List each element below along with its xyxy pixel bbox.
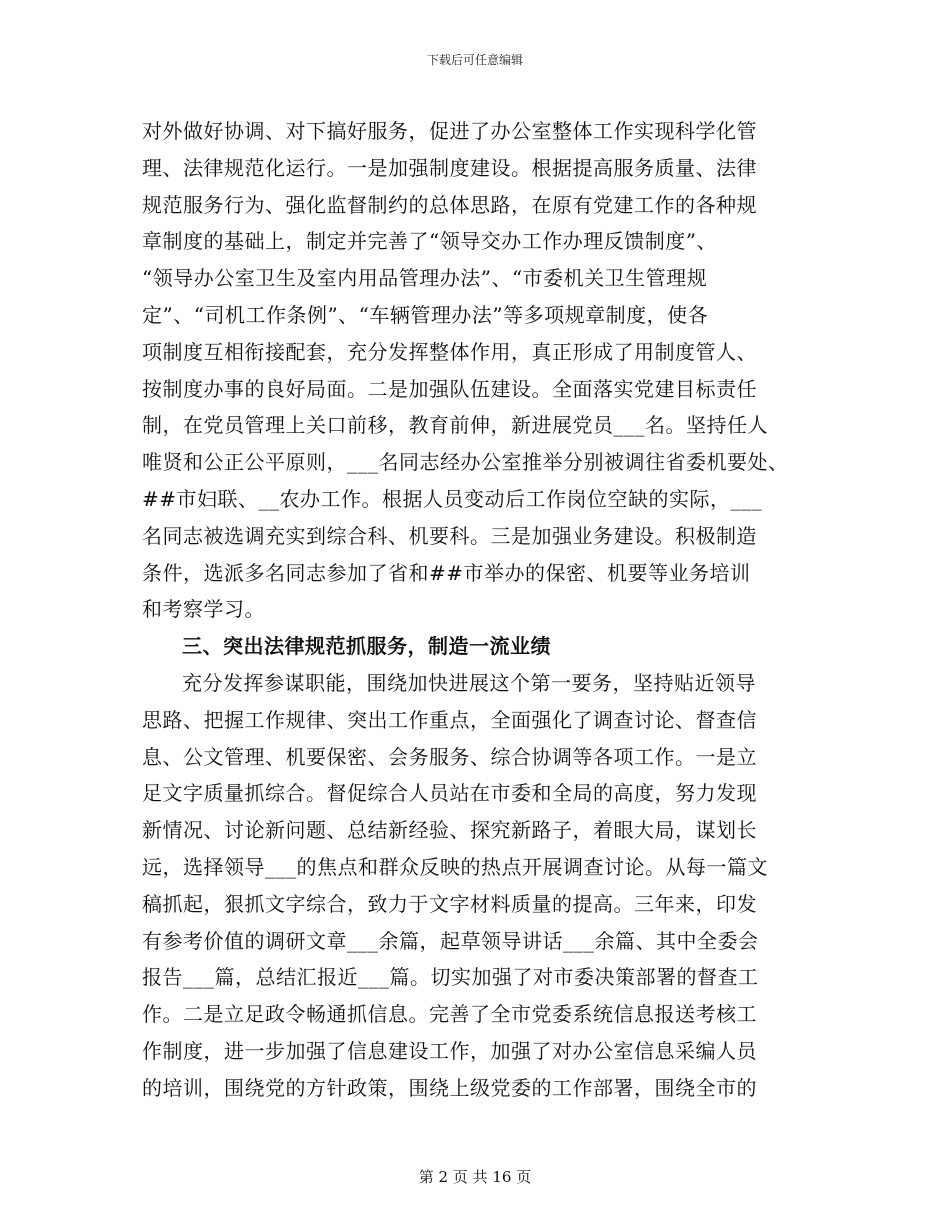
body-line-18: 足文字质量抓综合。督促综合人员站在市委和全局的高度，努力发现 [142,781,757,806]
page-number: 第 2 页 共 16 页 [418,1168,532,1186]
body-line-5: “领导办公室卫生及室内用品管理办法”、“市委机关卫生管理规 [142,266,708,291]
body-line-4: 章制度的基础上，制定并完善了“领导交办工作办理反馈制度”、 [142,229,717,254]
body-line-25: 作制度，进一步加强了信息建设工作，加强了对办公室信息采编人员 [142,1038,757,1063]
page-header-note: 下载后可任意编辑 [426,53,523,67]
body-line-2: 理、法律规范化运行。一是加强制度建设。根据提高服务质量、法律 [142,155,757,180]
body-line-11: ##市妇联、__农办工作。根据人员变动后工作岗位空缺的实际，___ [142,486,763,511]
body-line-9: 制，在党员管理上关口前移，教育前伸，新进展党员___名。坚持任人 [142,413,768,438]
document-body [142,113,832,1107]
section-heading: 三、突出法律规范抓服务，制造一流业绩 [182,634,551,659]
body-line-3: 规范服务行为、强化监督制约的总体思路，在原有党建工作的各种规 [142,192,757,217]
body-line-15: 充分发挥参谋职能，围绕加快进展这个第一要务，坚持贴近领导 [182,670,756,695]
body-line-22: 有参考价值的调研文章___余篇，起草领导讲话___余篇、其中全委会 [142,928,759,953]
body-line-13: 条件，选派多名同志参加了省和##市举办的保密、机要等业务培训 [142,560,751,585]
body-line-6: 定”、“司机工作条例”、“车辆管理办法”等多项规章制度，使各 [142,302,709,327]
body-line-20: 远，选择领导___的焦点和群众反映的热点开展调查讨论。从每一篇文 [142,854,768,879]
body-line-10: 唯贤和公正公平原则，___名同志经办公室推举分别被调往省委机要处、 [142,450,789,475]
body-line-26: 的培训，围绕党的方针政策，围绕上级党委的工作部署，围绕全市的 [142,1075,757,1100]
body-line-8: 按制度办事的良好局面。二是加强队伍建设。全面落实党建目标责任 [142,376,757,401]
body-line-23: 报告___篇，总结汇报近___篇。切实加强了对市委决策部署的督查工 [142,965,759,990]
body-line-19: 新情况、讨论新问题、总结新经验、探究新路子，着眼大局，谋划长 [142,818,757,843]
body-line-16: 思路、把握工作规律、突出工作重点，全面强化了调查讨论、督查信 [142,707,757,732]
body-line-24: 作。二是立足政令畅通抓信息。完善了全市党委系统信息报送考核工 [142,1002,757,1027]
body-line-21: 稿抓起，狠抓文字综合，致力于文字材料质量的提高。三年来，印发 [142,891,757,916]
body-line-7: 项制度互相衔接配套，充分发挥整体作用，真正形成了用制度管人、 [142,339,757,364]
body-line-17: 息、公文管理、机要保密、会务服务、综合协调等各项工作。一是立 [142,744,757,769]
body-line-12: 名同志被选调充实到综合科、机要科。三是加强业务建设。积极制造 [142,523,757,548]
body-line-14: 和考察学习。 [142,597,265,622]
body-line-1: 对外做好协调、对下搞好服务，促进了办公室整体工作实现科学化管 [142,119,757,143]
